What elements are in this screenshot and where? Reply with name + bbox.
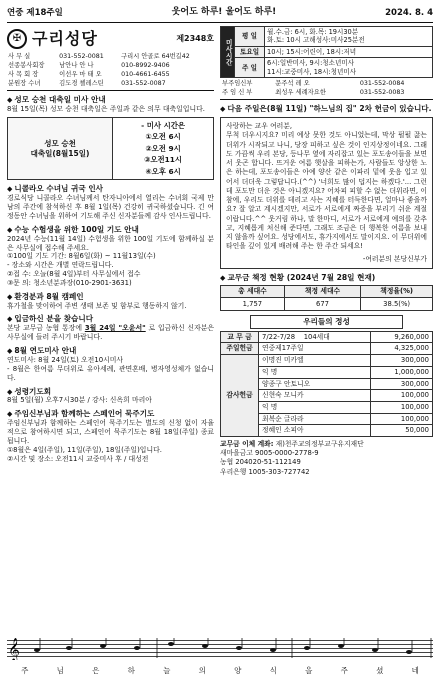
donor-name: 정혜인 소피아 [259, 425, 371, 437]
section-title-text: 8월 연도미사 안내 [14, 346, 77, 356]
info-key: 사 무 실 [8, 52, 31, 60]
priest-name: 문주석 레 오 [275, 79, 310, 87]
account-line: 농협 204020-51-112149 [220, 458, 301, 467]
info-value: 010-8992-9406 [121, 61, 170, 69]
donor-amount: 100,000 [370, 390, 432, 402]
schedule-text: 월.수.금: 6시, 화.목: 19시30분 [267, 28, 359, 36]
offering-row [221, 343, 433, 355]
stats-header: 총 세대수 [221, 285, 285, 298]
divider [7, 22, 433, 23]
body-text: 로 입금하신 신자분은 사무실에 들러 주시기 바랍니다. [7, 324, 215, 342]
right-column [220, 26, 433, 477]
offering-label: 교 무 금 [221, 331, 259, 343]
divider [7, 90, 214, 91]
priest-row [220, 79, 433, 88]
schedule-row [221, 58, 433, 78]
mass-time-item: ③오전11시 [144, 155, 183, 165]
priest-role: 부주임신부 [222, 79, 253, 87]
info-key: 분원장 수녀 [8, 79, 41, 87]
top-bar [7, 6, 433, 20]
mass-box-label-text: 성모 승천 대축일(8월15일) [30, 139, 90, 158]
diamond-icon: ◆ [220, 273, 226, 282]
motto: 웃어도 하루! 울어도 하루! [171, 7, 277, 18]
section-body [7, 324, 214, 342]
section-title [7, 95, 214, 105]
schedule-row [221, 27, 433, 47]
section-title-text: 성령기도회 [14, 386, 52, 396]
section-title [7, 292, 214, 302]
section-body: 8월 5일(월) 오후7시30분 / 강사: 신옥희 마리아 [7, 396, 152, 405]
diamond-icon: ◆ [7, 292, 13, 301]
account-line: 새마을금고 9005-0000-2778-9 [220, 449, 319, 458]
section-title-text: 환경분과 8월 캠페인 [14, 291, 84, 301]
section-title [7, 225, 214, 235]
diamond-icon: ◆ [7, 410, 13, 419]
mass-time-item: ②오전 9시 [145, 143, 181, 153]
mass-time-item: ①오전 6시 [145, 132, 181, 142]
info-value: 031-552-0081 [59, 52, 104, 60]
stats-value: 677 [284, 298, 361, 311]
gratitude-row [221, 355, 433, 367]
info-row [7, 61, 214, 70]
section-title-text: 교무금 책정 현황 (2024년 7월 28일 현재) [227, 272, 376, 282]
liturgical-week: 연중 제18주일 [7, 7, 63, 18]
section-title-text: 수능 수험생을 위한 100일 기도 안내 [14, 224, 139, 234]
section-title-text: 니콜라오 수녀님 귀국 인사 [14, 184, 104, 194]
priest-name: 최성우 세례자요한 [275, 88, 326, 96]
diamond-icon: ◆ [7, 387, 13, 396]
section-title [220, 104, 433, 114]
donor-amount: 50,000 [370, 425, 432, 437]
info-row [7, 52, 214, 61]
schedule-text: 화.토: 10시 고해성사:미사25분전 [267, 36, 365, 45]
issue-number: 제2348호 [176, 33, 215, 43]
section-title [7, 387, 214, 397]
hymn-score [7, 638, 433, 682]
lyric-syllable: 님 [56, 666, 64, 675]
schedule-text: 10시; 15시:어린이, 18시:저녁 [267, 47, 357, 56]
stats-header: 책정 세대수 [284, 285, 361, 298]
donor-amount: 100,000 [370, 413, 432, 425]
divider [220, 99, 433, 100]
mass-times-title: - 미사 시간은 [141, 120, 185, 130]
section-body: 경로식당 니콜라오 수녀님께서 탄자니아에서 열리는 수녀회 국제 만남의 주간에 참석하신 후 8월 1일(목) 건강히 귀국하셨습니다. 긴 여정동안 수녀님을 위하여 기도해 주신 신자분들께 감사 인사드립니다. [7, 194, 215, 220]
lyric-syllable: 주 [340, 666, 348, 675]
logo-row [7, 26, 214, 52]
section-body: 연도미사: 8월 24일(토) 오전10시미사 - 8월은 한여름 무더위로 유아세례, 관면혼배, 병자영성체가 없습니다. [7, 356, 215, 382]
schedule-text: 6시:일반미사, 9시:청소년미사 [267, 59, 355, 68]
lyric-syllable: 양 [234, 666, 242, 675]
priest-role: 주 임 신 부 [222, 88, 253, 96]
schedule-text: 11시:교중미사, 18시:청년미사 [267, 67, 357, 76]
offering-amount: 9,260,000 [370, 331, 432, 343]
lyric-syllable: 셨 [376, 666, 384, 675]
svg-text:𝄞: 𝄞 [8, 638, 20, 660]
section-body: 2024년 수능(11월 14일) 수험생을 위한 100일 기도에 함께하실 분은 사무실에 접수해 주세요. ①100일 기도 기간: 8월6일(화) ~ 11월13일(수) - 장소와 시간은 개별 연락드립니다. ②접 수: 오늘(8월 4일)부터 사무실에서 접수 ③문 의: 청소년분과장(010-2901-3631) [7, 234, 215, 287]
date: 2024. 8. 4 [385, 7, 433, 18]
priest-row [220, 88, 433, 97]
stats-header-row [221, 285, 433, 298]
body-text: 본당 교무금 농협 통장에 [7, 324, 85, 333]
lyric-syllable: 늘 [163, 666, 171, 675]
lyric-syllable: 식 [269, 666, 277, 675]
schedule-times [265, 58, 433, 78]
highlight-text: 3월 24일 "오윤서" [84, 324, 146, 333]
info-value: 031-552-0087 [121, 79, 166, 87]
offering-name: 연중제17주일 [259, 343, 371, 355]
diamond-icon: ◆ [7, 96, 13, 105]
info-row [7, 79, 214, 88]
donor-amount: 300,000 [370, 355, 432, 367]
parish-info-table [7, 52, 214, 88]
account-line: 재)천주교의정부교구유지재단 [275, 439, 364, 448]
info-value: 남안나 안 나 [59, 61, 94, 69]
donor-name: 양종구 안토니오 [259, 378, 371, 390]
section-title [7, 346, 214, 356]
offering-households: 104세대 [303, 332, 330, 341]
bank-account-info [220, 440, 433, 477]
schedule-times [265, 27, 433, 47]
diamond-icon: ◆ [7, 347, 13, 356]
letter-body: 사랑하는 교우 여러분, 무척 더우시지요? 미리 예상 못한 것도 아니었는데, 막상 펄펄 끓는 더위가 시작되고 나니, 당장 피하고 싶은 것이 인지상정이네요. 그래도 가끔씩 우리 본당, 등나무 옆에 자리잡고 있는 포도송이들을 보면서 웃곤 합니다. 뜨거운 여름 햇살을 피하는가, 사람들도 앙상한 노은 하는데, 포도송이들은 아예 양산 같은 이파리 밑에 웃음 입고 있어서 더더욱 그렇답니다.(^^) '너희도 많이 덥지는 하겠다.'... 그런데 포도만 더운 것은 아니겠지요? 어차피 피할 수 없는 더위라면, 이참에, 우리도 더위를 데리고 사는 지혜를 터득한다면, 얼마나 좋을까요? 잘 알고 계시겠지만, 서로가 서로에게 짜증을 부리기 쉬운 계절이랍니다.^^ 웃거림 하나, 말 한마디, 서로가 서로에게 예의를 갖추고, 지혜롭게 처신해 준다면, 그래도 조금은 더 행복한 여름을 보내지 않을까 싶어요. 성당에서도, 휴가지에서도 말이지요. 이 무더위에 타인을 깊이 있게 배려해 주는 한 주간 되세요! [226, 122, 427, 251]
schedule-vertical-label: 미사시간 [221, 27, 235, 78]
offering-label: 주일헌금 [221, 343, 259, 355]
donor-name: 신현숙 모니카 [259, 390, 371, 402]
mass-box-label [8, 118, 113, 179]
mass-time-item: ④오후 6시 [145, 166, 181, 176]
offering-title: 우리들의 정성 [250, 315, 403, 329]
priest-phone: 031-552-0083 [359, 88, 405, 96]
diamond-icon: ◆ [7, 315, 13, 324]
offering-label: 감사헌금 [221, 355, 259, 437]
music-staff [7, 638, 433, 660]
section-title-text: 성모 승천 대축일 미사 안내 [14, 95, 106, 105]
info-value: 이선우 마 태 오 [59, 70, 102, 78]
lyric-syllable: 주 [21, 666, 29, 675]
diamond-icon: ◆ [220, 105, 226, 114]
lyric-syllable: 하 [127, 666, 135, 675]
donor-name: 익 명 [259, 401, 371, 413]
mass-schedule-table [220, 26, 433, 78]
section-body: 주임신부님과 함께하는 스페인어 묵주기도는 별도의 신청 없이 자율적으로 참여하시면 되고, 스페인어 묵주기도는 8월 18일(주일) 종료됩니다. ①8월은 4일(주일), 11일(주일), 18일(주일)입니다. ②시간 및 장소: 오전11시 교중미사 후 / 대성전 [7, 419, 215, 463]
mass-times-box [7, 117, 214, 180]
donor-amount: 100,000 [370, 401, 432, 413]
schedule-day: 주 일 [235, 58, 265, 78]
music-notes-icon [7, 638, 433, 660]
offering-name [259, 331, 371, 343]
lyric-syllable: 을 [305, 666, 313, 675]
offering-period: 7/22-7/28 [262, 332, 296, 341]
info-key: 사 목 회 장 [8, 70, 39, 78]
section-title [7, 314, 214, 324]
section-title [220, 273, 433, 283]
lyric-syllable: 의 [198, 666, 206, 675]
offering-row [221, 331, 433, 343]
info-row [7, 70, 214, 79]
donor-name: 이명진 미카엘 [259, 355, 371, 367]
stats-header: 책정율(%) [361, 285, 433, 298]
lyric-syllable: 네 [411, 666, 419, 675]
section-title-text: 주임신부님과 함께하는 스페인어 묵주기도 [14, 409, 155, 419]
schedule-day: 평 일 [235, 27, 265, 47]
schedule-day: 토요일 [235, 46, 265, 57]
tithe-stats-table [220, 285, 433, 311]
section-body: 휴가철을 맞이하여 주변 생태 보존 및 함부로 행동하지 않기. [7, 301, 187, 310]
priests-table [220, 79, 433, 97]
schedule-times [265, 46, 433, 57]
stats-value: 1,757 [221, 298, 285, 311]
section-title-text: 다음 주일은(8월 11일) "하느님의 집" 2차 헌금이 있습니다. [227, 104, 432, 114]
offering-table [220, 331, 433, 437]
mass-times-list [113, 118, 213, 179]
left-column [7, 26, 214, 477]
church-name: 구리성당 [32, 28, 98, 48]
info-value: 김도경 첼레스틴 [59, 79, 104, 87]
account-label: 교무금 이체 계좌: [220, 439, 274, 448]
stats-value: 38.5(%) [361, 298, 433, 311]
info-value: 구리시 안골로 64번길42 [121, 52, 190, 60]
offering-amount: 4,325,000 [370, 343, 432, 355]
church-logo-icon: ✠ [7, 29, 27, 49]
donor-name: 익 명 [259, 366, 371, 378]
diamond-icon: ◆ [7, 185, 13, 194]
section-title [7, 409, 214, 419]
donor-name: 최복순 글라라 [259, 413, 371, 425]
priest-phone: 031-552-0084 [359, 79, 405, 87]
hymn-lyrics [7, 666, 433, 676]
diamond-icon: ◆ [7, 225, 13, 234]
section-title-text: 입금하신 분을 찾습니다 [14, 314, 94, 324]
info-value: 010-4661-6455 [121, 70, 170, 78]
account-line: 우리은행 1005-303-727742 [220, 467, 310, 476]
lyric-syllable: 은 [92, 666, 100, 675]
info-key: 선종봉사회장 [8, 61, 45, 69]
donor-amount: 300,000 [370, 378, 432, 390]
schedule-row [221, 46, 433, 57]
donor-amount: 1,000,000 [370, 366, 432, 378]
letter-signature: -여러분의 본당신부가 [362, 254, 427, 263]
stats-value-row [221, 298, 433, 311]
section-title [7, 184, 214, 194]
pastor-letter [220, 117, 433, 269]
section-body: 8월 15일(목) 성모 승천 대축일은 주일과 같은 의무 대축일입니다. [7, 105, 205, 114]
